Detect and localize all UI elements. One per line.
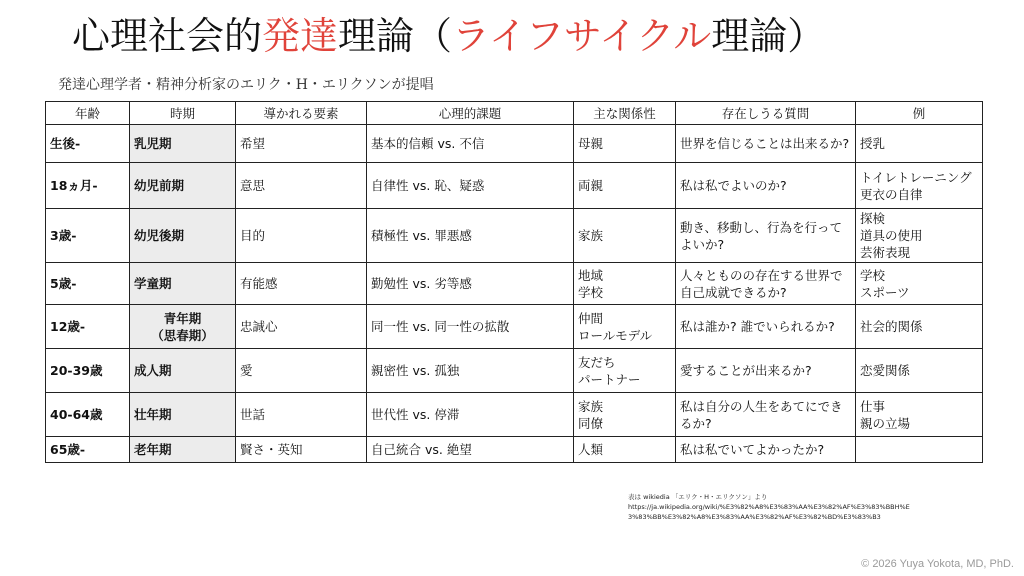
- header-element: 導かれる要素: [236, 102, 367, 125]
- cell-example: 社会的関係: [856, 305, 983, 349]
- title-part4-highlight: ライフサイクル: [452, 14, 712, 58]
- source-line1: 表は wikiedia 「エリク・H・エリクソン」より: [628, 493, 768, 501]
- cell-example: [856, 437, 983, 463]
- cell-task: 積極性 vs. 罪悪感: [367, 209, 574, 263]
- cell-question: 愛することが出来るか?: [676, 349, 856, 393]
- page-title: [72, 10, 825, 62]
- table-row: [46, 163, 983, 209]
- title-part1: 心理社会的: [72, 14, 263, 58]
- header-question: 存在しうる質問: [676, 102, 856, 125]
- header-task: 心理的課題: [367, 102, 574, 125]
- table-row: [46, 263, 983, 305]
- header-age: 年齢: [46, 102, 130, 125]
- header-relation: 主な関係性: [574, 102, 676, 125]
- cell-relation: 仲間 ロールモデル: [574, 305, 676, 349]
- cell-element: 希望: [236, 125, 367, 163]
- cell-element: 意思: [236, 163, 367, 209]
- cell-example: 仕事 親の立場: [856, 393, 983, 437]
- cell-relation: 両親: [574, 163, 676, 209]
- cell-period: 成人期: [130, 349, 236, 393]
- cell-example: トイレトレーニング 更衣の自律: [856, 163, 983, 209]
- cell-example: 恋愛関係: [856, 349, 983, 393]
- cell-task: 世代性 vs. 停滞: [367, 393, 574, 437]
- title-part3: 理論（: [338, 14, 453, 58]
- cell-element: 忠誠心: [236, 305, 367, 349]
- cell-age: 20-39歳: [46, 349, 130, 393]
- cell-age: 生後-: [46, 125, 130, 163]
- cell-task: 同一性 vs. 同一性の拡散: [367, 305, 574, 349]
- cell-relation: 母親: [574, 125, 676, 163]
- table-row: [46, 437, 983, 463]
- table-row: [46, 393, 983, 437]
- subtitle: 発達心理学者・精神分析家のエリク・H・エリクソンが提唱: [58, 77, 434, 93]
- table-row: [46, 209, 983, 263]
- cell-age: 18ヵ月-: [46, 163, 130, 209]
- cell-period: 学童期: [130, 263, 236, 305]
- lifecycle-table: [45, 101, 983, 463]
- header-period: 時期: [130, 102, 236, 125]
- cell-relation: 地域 学校: [574, 263, 676, 305]
- source-url-line2: 3%83%BB%E3%82%A8%E3%83%AA%E3%82%AF%E3%82%BD%E3%83%B3: [628, 513, 881, 521]
- table-row: [46, 125, 983, 163]
- cell-element: 愛: [236, 349, 367, 393]
- cell-question: 動き、移動し、行為を行ってよいか?: [676, 209, 856, 263]
- cell-question: 世界を信じることは出来るか?: [676, 125, 856, 163]
- cell-question: 私は自分の人生をあてにできるか?: [676, 393, 856, 437]
- cell-relation: 友だち パートナー: [574, 349, 676, 393]
- cell-age: 65歳-: [46, 437, 130, 463]
- source-note: [628, 492, 910, 522]
- cell-question: 私は私でよいのか?: [676, 163, 856, 209]
- cell-task: 自己統合 vs. 絶望: [367, 437, 574, 463]
- cell-relation: 人類: [574, 437, 676, 463]
- cell-relation: 家族: [574, 209, 676, 263]
- cell-element: 賢さ・英知: [236, 437, 367, 463]
- cell-task: 勤勉性 vs. 劣等感: [367, 263, 574, 305]
- cell-period: 乳児期: [130, 125, 236, 163]
- source-url-line1: https://ja.wikipedia.org/wiki/%E3%82%A8%E3%83%AA%E3%82%AF%E3%83%BBH%E: [628, 503, 910, 511]
- cell-period: 老年期: [130, 437, 236, 463]
- cell-example: 探検 道具の使用 芸術表現: [856, 209, 983, 263]
- cell-question: 人々とものの存在する世界で自己成就できるか?: [676, 263, 856, 305]
- title-part5: 理論）: [711, 14, 826, 58]
- cell-age: 3歳-: [46, 209, 130, 263]
- cell-task: 基本的信頼 vs. 不信: [367, 125, 574, 163]
- cell-period: 幼児後期: [130, 209, 236, 263]
- cell-question: 私は私でいてよかったか?: [676, 437, 856, 463]
- cell-period: 幼児前期: [130, 163, 236, 209]
- cell-relation: 家族 同僚: [574, 393, 676, 437]
- copyright: © 2026 Yuya Yokota, MD, PhD.: [861, 558, 1014, 570]
- title-part2-highlight: 発達: [262, 14, 339, 58]
- cell-element: 目的: [236, 209, 367, 263]
- cell-period: 青年期 （思春期）: [130, 305, 236, 349]
- cell-period: 壮年期: [130, 393, 236, 437]
- cell-age: 12歳-: [46, 305, 130, 349]
- cell-age: 5歳-: [46, 263, 130, 305]
- table-row: [46, 349, 983, 393]
- cell-task: 親密性 vs. 孤独: [367, 349, 574, 393]
- table-header-row: [46, 102, 983, 125]
- cell-example: 学校 スポーツ: [856, 263, 983, 305]
- header-example: 例: [856, 102, 983, 125]
- cell-element: 有能感: [236, 263, 367, 305]
- cell-task: 自律性 vs. 恥、疑惑: [367, 163, 574, 209]
- cell-element: 世話: [236, 393, 367, 437]
- cell-example: 授乳: [856, 125, 983, 163]
- table-row: [46, 305, 983, 349]
- cell-question: 私は誰か? 誰でいられるか?: [676, 305, 856, 349]
- cell-age: 40-64歳: [46, 393, 130, 437]
